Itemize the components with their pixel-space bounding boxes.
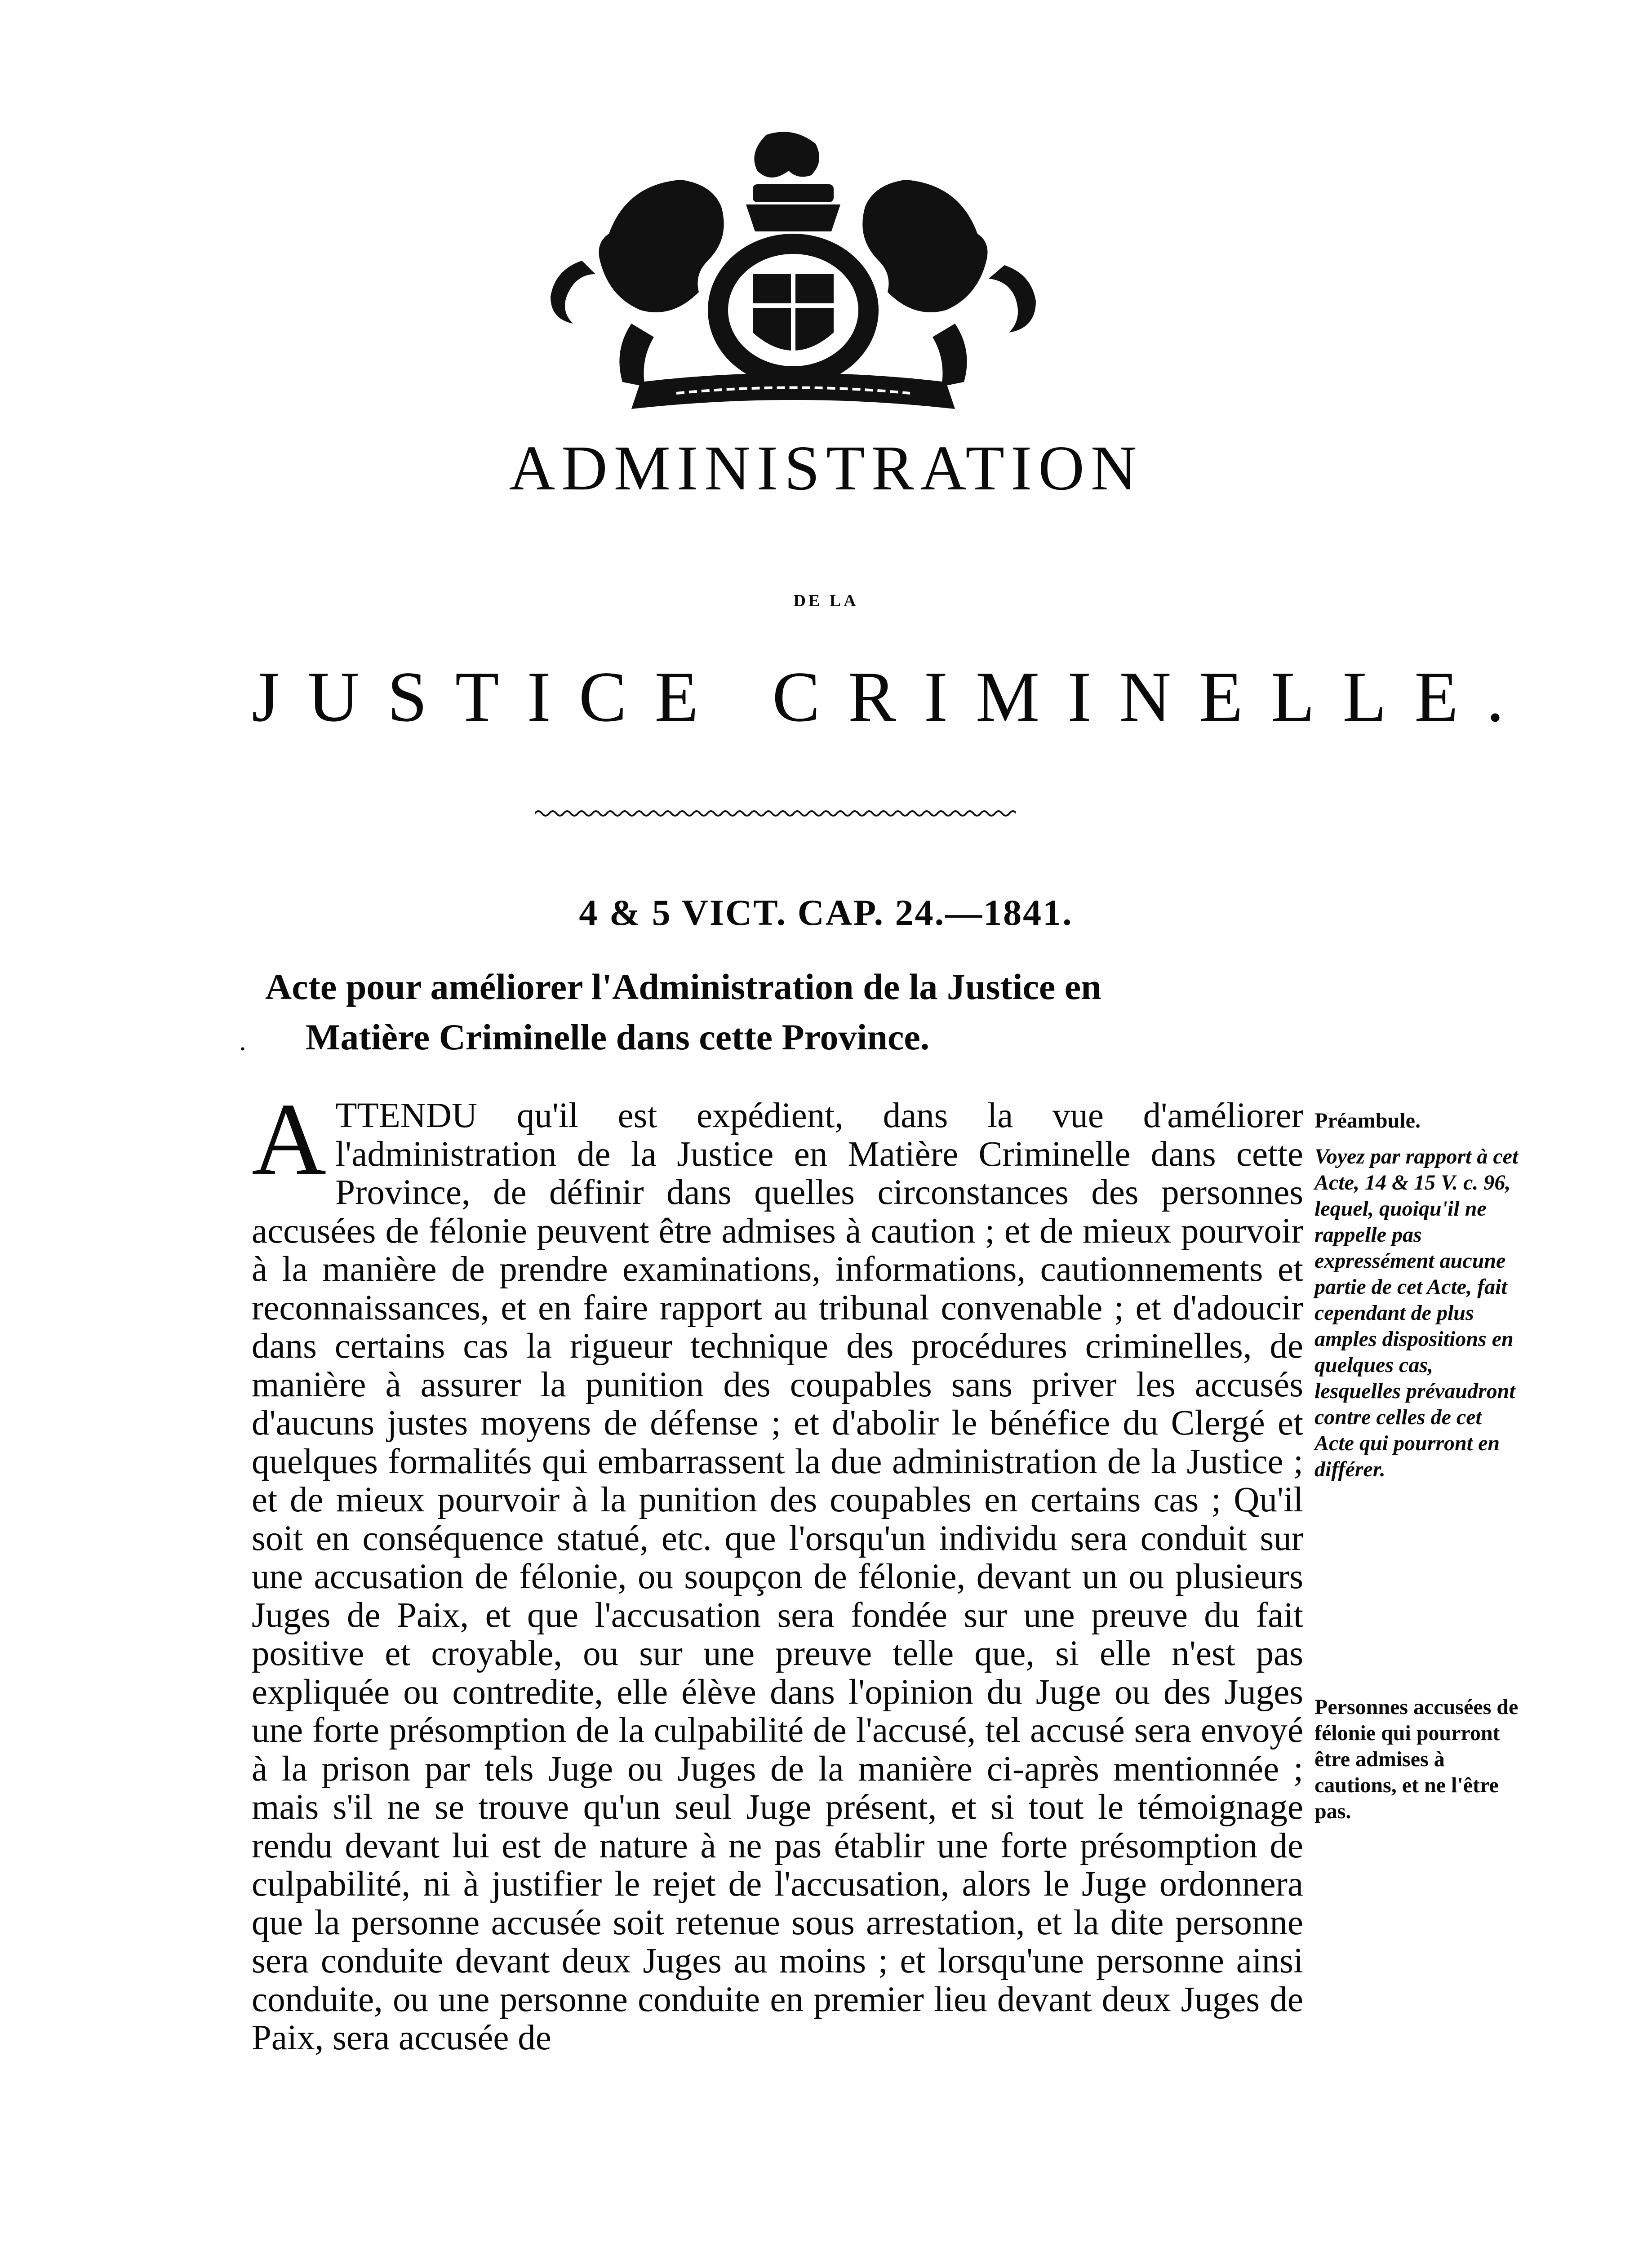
body-paragraph [252, 1082, 1303, 2057]
act-title-line-1: Acte pour améliorer l'Administration de la Justice en [265, 966, 1101, 1007]
stray-mark: · [238, 1034, 247, 1064]
title-connector: DE LA [793, 591, 859, 610]
royal-coat-of-arms-icon [542, 130, 1045, 418]
page-subtitle: JUSTICE CRIMINELLE. [252, 657, 1532, 737]
act-title [265, 962, 1308, 1062]
drop-cap: A [252, 1082, 327, 1196]
wavy-rule-ornament [535, 804, 1016, 822]
act-citation: 4 & 5 VICT. CAP. 24.—1841. [579, 892, 1073, 933]
margin-note-reference: Voyez par rapport à cet Acte, 14 & 15 V. c. 96, lequel, quoiqu'il ne rappelle pas expressément aucune partie de cet Acte, fait cependant de plus amples dispositions en quelques cas, lesquelles prévaudront contre celles de cet Acte qui pourront en différer. [1314, 1145, 1519, 1481]
page-title: ADMINISTRATION [509, 432, 1143, 503]
margin-note-personnes: Personnes accusées de félonie qui pourront être admises à cautions, et ne l'être pas. [1314, 1695, 1519, 1823]
body-text: TTENDU qu'il est expédient, dans la vue d'améliorer l'administration de la Justice en Matière Criminelle dans cette Province, de définir dans quelles circonstances des personnes accusées de félonie peuvent être admises à caution ; et de mieux pourvoir à la manière de prendre examinations, informations, cautionnements et reconnaissances, et en faire rapport au tribunal convenable ; et d'adoucir dans certains cas la rigueur technique des procédures criminelles, de manière à assurer la punition des coupables sans priver les accusés d'aucuns justes moyens de défense ; et d'abolir le bénéfice du Clergé et quelques formalités qui embarrassent la due administration de la Justice ; et de mieux pourvoir à la punition des coupables en certains cas ; Qu'il soit en conséquence statué, etc. que l'orsqu'un individu sera conduit sur une accusation de félonie, ou soupçon de félonie, devant un ou plusieurs Juges de Paix, et que l'accusation sera fondée sur une preuve du fait positive et croyable, ou sur une preuve telle que, si elle n'est pas expliquée ou contredite, elle élève dans l'opinion du Juge ou des Juges une forte présomption de la culpabilité de l'accusé, tel accusé sera envoyé à la prison par tels Juge ou Juges de la manière ci-après mentionnée ; mais s'il ne se trouve qu'un seul Juge présent, et si tout le témoignage rendu devant lui est de nature à ne pas établir une forte présomption de culpabilité, ni à justifier le rejet de l'accusation, alors le Juge ordonnera que la personne accusée soit retenue sous arrestation, et la dite personne sera conduite devant deux Juges au moins ; et lorsqu'une personne ainsi conduite, ou une personne conduite en premier lieu devant deux Juges de Paix, sera accusée de [252, 1096, 1303, 2057]
margin-note-preambule: Préambule. [1314, 1109, 1421, 1132]
act-title-line-2: Matière Criminelle dans cette Province. [306, 1017, 930, 1057]
